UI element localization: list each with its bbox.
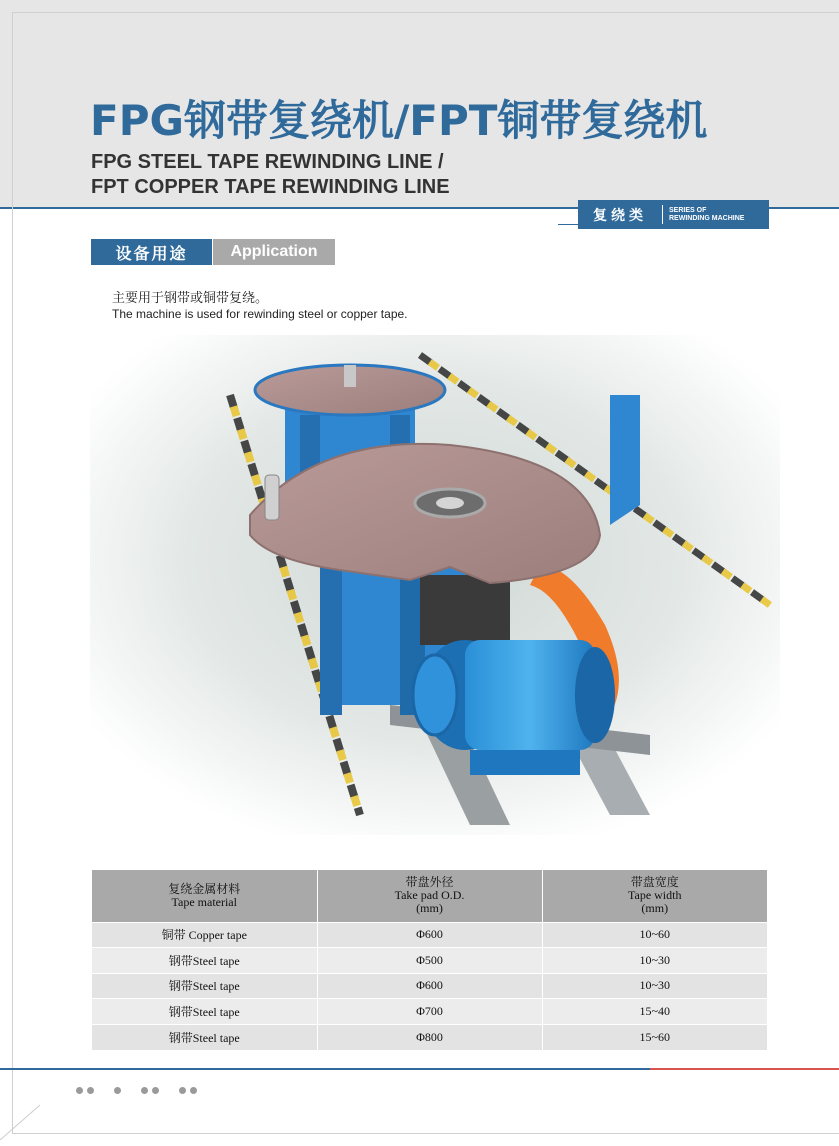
footer-dot: [76, 1087, 83, 1094]
footer-dot: [114, 1087, 121, 1094]
cell-od: Φ600: [317, 973, 542, 999]
table-row: [92, 922, 767, 948]
cell-material: 铜带 Copper tape: [92, 922, 317, 948]
spec-table: [92, 870, 767, 1050]
cell-material: 钢带Steel tape: [92, 948, 317, 974]
cell-material: 钢带Steel tape: [92, 1024, 317, 1050]
page-title-en: FPG STEEL TAPE REWINDING LINE / FPT COPPER TAPE REWINDING LINE: [91, 151, 450, 198]
series-label-en: SERIES OF REWINDING MACHINE: [669, 206, 745, 222]
series-label-cn: 复绕类: [593, 207, 647, 224]
footer-dot: [152, 1087, 159, 1094]
col-header-width: 带盘宽度 Tape width (mm): [542, 870, 767, 922]
section-label-cn: 设备用途: [91, 239, 212, 265]
cell-width: 15~40: [542, 999, 767, 1025]
footer-divider-blue: [0, 1068, 650, 1070]
footer-dot: [190, 1087, 197, 1094]
corner-decoration: [0, 1100, 40, 1146]
footer-divider-red: [650, 1068, 839, 1070]
cell-material: 钢带Steel tape: [92, 973, 317, 999]
description-cn: 主要用于钢带或铜带复绕。: [112, 291, 269, 306]
series-tab-notch: [558, 224, 578, 229]
footer-dots-decoration: [76, 1087, 197, 1094]
footer-dot: [141, 1087, 148, 1094]
table-row: [92, 948, 767, 974]
cell-od: Φ500: [317, 948, 542, 974]
cell-width: 10~30: [542, 948, 767, 974]
cell-od: Φ600: [317, 922, 542, 948]
table-row: [92, 1024, 767, 1050]
col-header-od: 带盘外径 Take pad O.D. (mm): [317, 870, 542, 922]
section-label-en: Application: [213, 239, 335, 265]
cell-od: Φ800: [317, 1024, 542, 1050]
footer-dot: [179, 1087, 186, 1094]
footer-dot: [87, 1087, 94, 1094]
cell-material: 钢带Steel tape: [92, 999, 317, 1025]
machine-photo: [90, 335, 780, 835]
cell-od: Φ700: [317, 999, 542, 1025]
description-en: The machine is used for rewinding steel or copper tape.: [112, 307, 408, 321]
series-tab: [578, 200, 769, 229]
cell-width: 15~60: [542, 1024, 767, 1050]
cell-width: 10~30: [542, 973, 767, 999]
cell-width: 10~60: [542, 922, 767, 948]
table-header-row: [92, 870, 767, 922]
page-title-cn: FPG钢带复绕机/FPT铜带复绕机: [90, 96, 708, 145]
table-row: [92, 999, 767, 1025]
col-header-material: 复绕金属材料 Tape material: [92, 870, 317, 922]
table-row: [92, 973, 767, 999]
